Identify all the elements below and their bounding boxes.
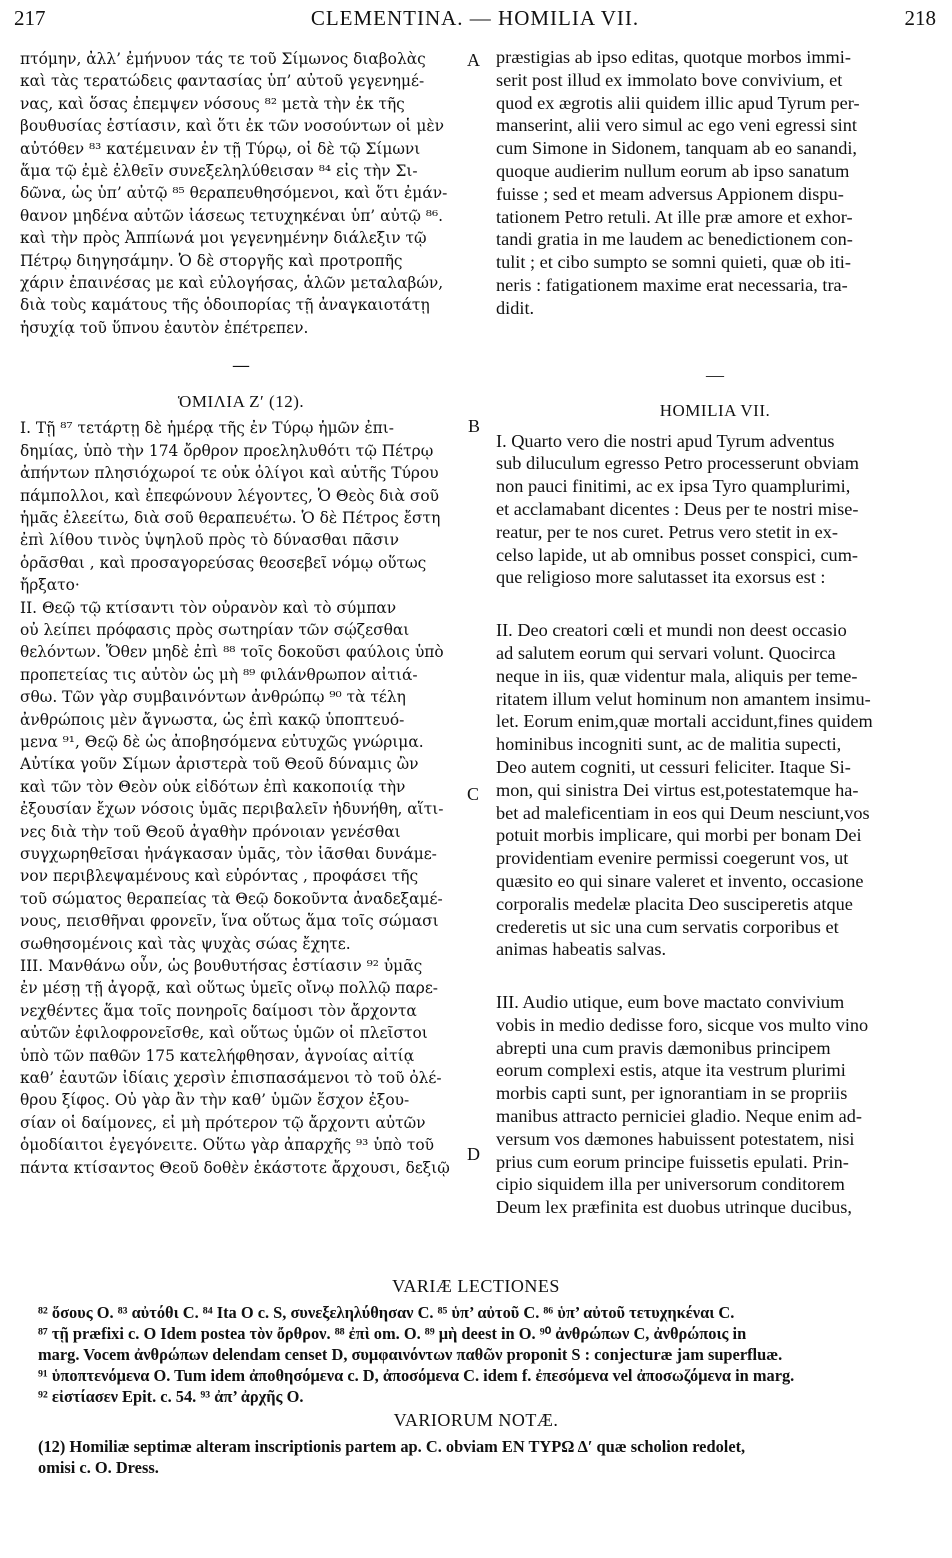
text-line: νους, πεισθῆναι φρονεῖν, ἵνα οὕτως ἅμα τοῖς σώμασι <box>20 912 439 931</box>
greek-column <box>20 48 462 1179</box>
text-line: Deo autem cogniti, ut cessuri feliciter. Itaque Si- <box>496 756 851 777</box>
text-line: καὶ τὰς τερατώδεις φαντασίας ὑπ’ αὐτοῦ γεγενημέ- <box>20 72 425 91</box>
latin-section-3 <box>496 991 934 1219</box>
text-line: βουθυσίας ἑστίασιν, καὶ ὅτι ἐκ τῶν νοσούντων οἱ μὲν <box>20 117 444 136</box>
greek-intro-paragraph <box>20 48 462 339</box>
margin-letter-d: D <box>467 1144 480 1164</box>
text-line: τοῦ σώματος θεραπείας τὰ Θεῷ δοκοῦντα ἀναδεξαμέ- <box>20 889 443 908</box>
text-line: potuit morbis implicare, qui morbi per bonam Dei <box>496 825 862 846</box>
greek-section-3 <box>20 955 462 1179</box>
latin-section-1 <box>496 430 934 590</box>
text-line: ὑπὸ τῶν παθῶν 175 κατελήφθησαν, ἀγνοίας αἰτίᾳ <box>20 1046 415 1065</box>
text-line: morbis capti sunt, per ignorantiam in se propriis <box>496 1083 848 1104</box>
text-line: cum Simone in Sidonem, tanquam ab eo sanandi, <box>496 138 857 159</box>
footnote-line: ⁸² ὅσους O. ⁸³ αὐτόθι C. ⁸⁴ Ita O c. S, συνεξεληλύθησαν C. ⁸⁵ ὑπ’ αὐτοῦ C. ⁸⁶ ὑπ’ αὐτοῦ τετυχηκέναι C. <box>38 1303 735 1322</box>
text-line: ἀνθρώποις μὲν ἄγνωστα, ὡς ἐπὶ κακῷ ὑποπτευό- <box>20 710 405 729</box>
page-header <box>14 6 936 36</box>
text-line: ritatem illum velut hominum non amantem insimu- <box>496 688 871 709</box>
text-line: ἅμα τῷ ἐμὲ ἐλθεῖν συνεξεληλύθεισαν ⁸⁴ εἰς τὴν Σι- <box>20 162 418 181</box>
greek-section-2 <box>20 597 462 956</box>
text-line: νεχθέντες ἅμα τοῖς πονηροῖς δαίμοσι τὸν ἄρχοντα <box>20 1001 417 1020</box>
text-line: σωθησομένοις καὶ τὰς ψυχὰς σώας ἔχητε. <box>20 934 351 953</box>
page-number-right: 218 <box>904 6 936 30</box>
text-line: manibus attracto perniciei gladio. Neque enim ad- <box>496 1106 862 1127</box>
text-line: Πέτρῳ διηγησάμην. Ὁ δὲ στοργῆς καὶ προτροπῆς <box>20 251 403 270</box>
text-line: ἀπήντων πλησιόχωροί τε οὐκ ὀλίγοι καὶ αὐτῆς Τύρου <box>20 464 439 483</box>
text-line: tationem Petro retuli. At ille præ amore et exhor- <box>496 206 853 227</box>
text-line: πάντα κτίσαντος Θεοῦ δοθὲν ἑκάστοτε ἄρχουσι, δεξιῷ <box>20 1158 450 1177</box>
margin-letter-c: C <box>467 784 480 804</box>
text-line: neris : fatigationem maxime erat necessaria, tra- <box>496 274 848 295</box>
text-line: let. Eorum enim,quæ mortali accidunt,fines quidem <box>496 711 873 732</box>
text-line: συγχωρηθεῖσαι ἠνάγκασαν ὑμᾶς, τὸν ἰᾶσθαι δυνάμε- <box>20 845 437 863</box>
text-line: θανον μηδένα αὐτῶν ἰάσεως τετυχηκέναι ὑπ’ αὐτῷ ⁸⁶. <box>20 206 444 225</box>
text-line: ἡμᾶς ἐλεείτω, διὰ σοῦ θεραπευέτω. Ὁ δὲ Πέτρος ἔστη <box>20 508 441 527</box>
text-line: III. Audio utique, eum bove mactato convivium <box>496 992 845 1013</box>
text-line: σίαν οἱ δαίμονες, εἰ μὴ πρότερον τῷ ἄρχοντι αὐτῶν <box>20 1113 426 1132</box>
text-line: θελόντων. Ὅθεν μηδὲ ἐπὶ ⁸⁸ τοῖς δοκοῦσι φαύλοις ὑπὸ <box>20 643 444 662</box>
footnote-line: (12) Homiliæ septimæ alteram inscriptionis partem ap. C. obviam ΕΝ ΤΥΡΩ Δ′ quæ scholion redolet, <box>38 1437 746 1456</box>
footnote-line: ⁹² εἰστίασεν Epit. c. 54. ⁹³ ἀπ’ ἀρχῆς O. <box>38 1387 304 1406</box>
running-title: CLEMENTINA. — HOMILIA VII. <box>310 6 640 30</box>
text-line: didit. <box>496 297 535 318</box>
text-line: versum vos dæmones habuissent potestatem, nisi <box>496 1128 855 1149</box>
text-line: que religioso more salutasset ita exorsus est : <box>496 567 826 588</box>
text-line: tandi gratia in me laudem ac benedictionem con- <box>496 229 853 250</box>
text-line: celso lapide, ut ab omnibus posset conspici, cum- <box>496 544 859 565</box>
text-line: mon, qui sinistra Dei virtus est,potestatemque ha- <box>496 779 859 800</box>
text-line: providentiam evenire permissi coegerunt vos, ut <box>496 848 849 869</box>
text-line: reatur, per te nos curet. Petrus vero stetit in ex- <box>496 521 838 542</box>
margin-letter-b: B <box>468 416 481 436</box>
text-line: ἤρξατο· <box>20 576 80 595</box>
text-line: cipio siquidem illa per universorum conditorem <box>496 1174 845 1195</box>
section-separator: — <box>232 355 250 377</box>
text-line: II. Θεῷ τῷ κτίσαντι τὸν οὐρανὸν καὶ τὸ σύμπαν <box>20 598 397 617</box>
text-line: ad salutem eorum qui servari volunt. Quocirca <box>496 642 836 663</box>
text-line: hominibus incogniti sunt, ac de malitia supecti, <box>496 734 842 755</box>
text-line: quoque audierim nullum eorum ab ipso sanatum <box>496 160 850 181</box>
text-line: καθ’ ἑαυτῶν ἰδίαις χερσὶν ἐπισπασάμενοι τὸ τοῦ ὀλέ- <box>20 1069 442 1088</box>
text-line: θρου ξίφος. Οὐ γὰρ ἂν τὴν καθ’ ὑμῶν ἔσχον ἐξου- <box>20 1091 410 1110</box>
text-line: αὐτῶν ἐφιλοφρονεῖσθε, καὶ οὕτως ὑμῶν οἱ πλεῖστοι <box>20 1024 428 1043</box>
text-line: eorum complexi estis, atque ita vestrum plurimi <box>496 1060 846 1081</box>
text-line: tulit ; et cibo sumpto se somni quieti, quæ ob iti- <box>496 252 851 273</box>
text-line: ἐξουσίαν ἔχων νόσοις ὑμᾶς περιβαλεῖν ἠδυνήθη, αἵτι- <box>20 800 444 819</box>
text-line: crederetis ut sic una cum servatis corporibus et <box>496 916 839 937</box>
text-line: πτόμην, ἀλλ’ ἐμήνυον τάς τε τοῦ Σίμωνος διαβολὰς <box>20 50 426 68</box>
latin-column <box>496 46 934 1219</box>
footnote-line: ⁹¹ ὑποπτενόμενα O. Tum idem ἀποθησόμενα c. D, ἀποσόμενα C. idem f. ἐπεσόμενα vel ἀποσωζόμενα in marg. <box>38 1366 795 1385</box>
text-line: corporalis medelæ placita Deo susciperetis atque <box>496 893 853 914</box>
text-line: ἡσυχίᾳ τοῦ ὕπνου ἑαυτὸν ἐπέτρεπεν. <box>20 318 309 337</box>
text-line: δημίας, ὑπὸ τὴν 174 ὄρθρον προεληλυθότι τῷ Πέτρῳ <box>20 441 434 460</box>
text-line: et acclamabant dicentes : Deus per te nostri mise- <box>496 498 859 519</box>
text-line: non pauci finitimi, ac ex ipsa Tyro quamplurimi, <box>496 476 851 497</box>
text-line: διὰ τοὺς καμάτους τῆς ὁδοιπορίας τῇ ἀναγκαιοτάτῃ <box>20 296 430 315</box>
text-line: quæsito eo qui sinare valeret et invento, occasione <box>496 870 864 891</box>
latin-homily-heading: HOMILIA VII. <box>659 400 771 420</box>
text-line: II. Deo creatori cœli et mundi non deest occasio <box>496 620 847 641</box>
text-line: Αὐτίκα γοῦν Σίμων ἀριστερὰ τοῦ Θεοῦ δύναμις ὢν <box>20 755 419 774</box>
text-line: animas habeatis salvas. <box>496 939 667 960</box>
variorum-notae-heading: VARIORUM NOTÆ. <box>393 1410 559 1430</box>
variae-lectiones-heading: VARIÆ LECTIONES <box>392 1276 560 1296</box>
text-line: καὶ τὴν πρὸς Ἀππίωνά μοι γεγενημένην διάλεξιν τῷ <box>20 229 427 248</box>
text-line: manserint, alii vero simul ac ego veni egressi sint <box>496 115 857 136</box>
page-number-left: 217 <box>14 6 46 30</box>
text-line: χάριν ἐπαινέσας με καὶ εὐλογήσας, ἁλῶν μεταλαβών, <box>20 274 444 293</box>
text-line: I. Quarto vero die nostri apud Tyrum adventus <box>496 430 835 451</box>
text-line: III. Μανθάνω οὖν, ὡς βουθυτήσας ἑστίασιν ⁹² ὑμᾶς <box>20 957 423 976</box>
latin-intro-paragraph <box>496 46 934 320</box>
text-line: πάμπολλοι, καὶ ἐπεφώνουν λέγοντες, Ὁ Θεὸς διὰ σοῦ <box>20 486 439 505</box>
footnote-line: omisi c. O. Dress. <box>38 1458 159 1477</box>
text-line: σθω. Τῶν γὰρ συμβαινόντων ἀνθρώπῳ ⁹⁰ τὰ τέλη <box>20 688 406 707</box>
text-line: ἐπὶ λίθου τινὸς ὑψηλοῦ πρὸς τὸ δύνασθαι πᾶσιν <box>20 531 399 550</box>
text-line: vobis in medio dedisse foro, sicque vos multo vino <box>496 1014 869 1035</box>
text-line: prius cum eorum principe fuissetis epulati. Prin- <box>496 1151 849 1172</box>
text-line: μενα ⁹¹, Θεῷ δὲ ὡς ἀποβησόμενα εὐτυχῶς γνώριμα. <box>20 732 424 751</box>
text-line: νας, καὶ ὅσας ἐπεμψεν νόσους ⁸² μετὰ τὴν ἐκ τῆς <box>20 94 405 113</box>
text-line: neque in iis, quæ videntur mala, aliquis per teme- <box>496 665 858 686</box>
text-line: ἐν μέσῃ τῇ ἀγορᾷ, καὶ οὕτως ὑμεῖς οἴνῳ πολλῷ παρε- <box>20 979 438 998</box>
text-line: bet ad maleficentiam in eos qui Deum nesciunt,vos <box>496 802 870 823</box>
text-line: ὁρᾶσθαι , καὶ προσαγορεύσας θεοσεβεῖ νόμῳ οὕτως <box>20 553 427 572</box>
footnote-line: ⁸⁷ τῇ præfixi c. O Idem postea τὸν ὄρθρον. ⁸⁸ ἐπὶ om. O. ⁸⁹ μὴ deest in O. ⁹⁰ ἀνθρώπων C, ἀνθρώποις in <box>38 1324 747 1343</box>
text-line: abrepti una cum pravis dæmonibus principem <box>496 1037 831 1058</box>
text-line: αὐτόθεν ⁸³ κατέμειναν ἐν τῇ Τύρῳ, οἱ δὲ τῷ Σίμωνι <box>20 139 421 158</box>
text-line: sub diluculum egresso Petro processerunt obviam <box>496 453 860 474</box>
text-line: νον περιβλεψαμένους καὶ εὑρόντας , προφάσει τῆς <box>20 867 419 886</box>
greek-section-1 <box>20 417 462 596</box>
footnote-line: marg. Vocem ἀνθρώπων delendam censet D, συμφαινόντων παθῶν proponit S : conjecturæ jam superfluæ. <box>38 1345 783 1364</box>
text-line: I. Τῇ ⁸⁷ τετάρτῃ δὲ ἡμέρᾳ τῆς ἐν Τύρῳ ἡμῶν ἐπι- <box>20 419 394 438</box>
variorum-notae <box>38 1436 928 1478</box>
text-line: ὁμοδίαιτοι ἐγεγόνειτε. Οὕτω γὰρ ἀπαρχῆς ⁹³ ὑπὸ τοῦ <box>20 1136 434 1155</box>
text-line: præstigias ab ipso editas, quotque morbos immi- <box>496 47 851 67</box>
section-separator: — <box>706 364 724 385</box>
text-line: οὐ λείπει πρόφασις πρὸς σωτηρίαν τῶν σῴζεσθαι <box>20 620 410 639</box>
text-line: καὶ τῶν τὸν Θεὸν οὐκ εἰδότων ἐπὶ κακοποιίᾳ τὴν <box>20 777 406 796</box>
latin-section-2 <box>496 619 934 961</box>
greek-homily-heading: ὉΜΙΛΙΑ Ζ′ (12). <box>177 392 305 412</box>
text-line: προπετείας τις αὐτὸν ὡς μὴ ⁸⁹ φιλάνθρωπον αἰτιά- <box>20 665 418 684</box>
text-line: quod ex ægrotis alii quidem illic apud Tyrum per- <box>496 92 860 113</box>
margin-letter-a: A <box>467 50 480 70</box>
text-line: νες διὰ τὴν τοῦ Θεοῦ ἀγαθὴν πρόνοιαν γενέσθαι <box>20 822 401 841</box>
text-line: fuisse ; sed et meam adversus Appionem dispu- <box>496 183 844 204</box>
text-line: Deum lex præfinita est duobus utrinque ducibus, <box>496 1197 852 1218</box>
text-line: serit post illud ex immolato bove convivium, et <box>496 69 843 90</box>
text-line: δῶνα, ὡς ὑπ’ αὐτῷ ⁸⁵ θεραπευθησόμενοι, καὶ ὅτι ἐμάν- <box>20 184 448 203</box>
variae-lectiones <box>38 1302 928 1407</box>
